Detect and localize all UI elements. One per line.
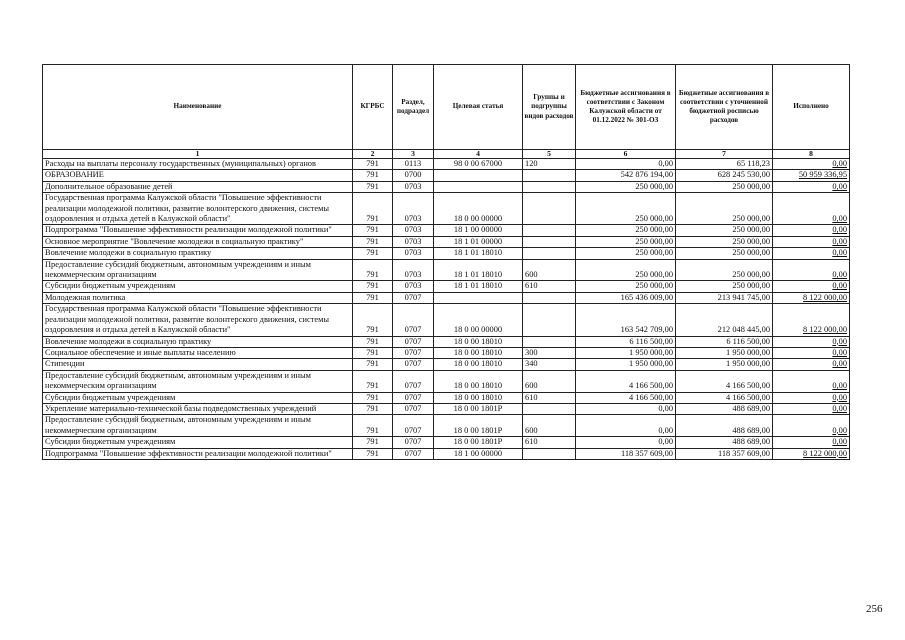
cell-group <box>523 448 576 459</box>
cell-group: 610 <box>523 437 576 448</box>
cell-kgrbs: 791 <box>353 437 393 448</box>
cell-section: 0703 <box>393 236 434 247</box>
cell-name: ОБРАЗОВАНИЕ <box>43 170 353 181</box>
column-number: 5 <box>523 150 576 159</box>
cell-kgrbs: 791 <box>353 304 393 336</box>
header-refined: Бюджетные ассигнования в соответствии с уточненной бюджетной росписью расходов <box>676 65 773 150</box>
table-row <box>43 392 850 403</box>
cell-group <box>523 292 576 303</box>
cell-law: 0,00 <box>576 159 676 170</box>
table-row <box>43 159 850 170</box>
cell-law: 4 166 500,00 <box>576 392 676 403</box>
column-number-row <box>43 150 850 159</box>
cell-refined: 250 000,00 <box>676 181 773 192</box>
column-number: 2 <box>353 150 393 159</box>
cell-group <box>523 336 576 347</box>
cell-name: Расходы на выплаты персоналу государственных (муниципальных) органов <box>43 159 353 170</box>
column-number: 1 <box>43 150 353 159</box>
table-row <box>43 292 850 303</box>
cell-executed: 0,00 <box>773 193 850 225</box>
cell-kgrbs: 791 <box>353 225 393 236</box>
cell-law: 0,00 <box>576 403 676 414</box>
column-number: 3 <box>393 150 434 159</box>
table-row <box>43 336 850 347</box>
table-row <box>43 236 850 247</box>
cell-target <box>434 292 523 303</box>
cell-group: 610 <box>523 392 576 403</box>
cell-group: 340 <box>523 359 576 370</box>
cell-law: 0,00 <box>576 415 676 437</box>
cell-kgrbs: 791 <box>353 336 393 347</box>
cell-law: 118 357 609,00 <box>576 448 676 459</box>
cell-law: 165 436 009,00 <box>576 292 676 303</box>
cell-target: 18 1 00 00000 <box>434 225 523 236</box>
cell-section: 0707 <box>393 437 434 448</box>
cell-target: 18 1 01 00000 <box>434 236 523 247</box>
cell-section: 0703 <box>393 225 434 236</box>
table-row <box>43 437 850 448</box>
cell-name: Стипендии <box>43 359 353 370</box>
cell-group: 300 <box>523 347 576 358</box>
table-row <box>43 225 850 236</box>
cell-group <box>523 181 576 192</box>
cell-target: 18 0 00 00000 <box>434 304 523 336</box>
cell-group: 610 <box>523 281 576 292</box>
cell-section: 0707 <box>393 304 434 336</box>
cell-executed: 0,00 <box>773 181 850 192</box>
table-body <box>43 159 850 460</box>
cell-kgrbs: 791 <box>353 281 393 292</box>
cell-group: 600 <box>523 415 576 437</box>
cell-executed: 8 122 000,00 <box>773 304 850 336</box>
header-section: Раздел, подраздел <box>393 65 434 150</box>
cell-target: 18 0 00 18010 <box>434 370 523 392</box>
cell-refined: 65 118,23 <box>676 159 773 170</box>
cell-name: Предоставление субсидий бюджетным, автономным учреждениям и иным некоммерческим организациям <box>43 415 353 437</box>
cell-executed: 0,00 <box>773 403 850 414</box>
cell-target: 18 0 00 18010 <box>434 336 523 347</box>
cell-target: 18 1 01 18010 <box>434 248 523 259</box>
table-row <box>43 347 850 358</box>
cell-name: Субсидии бюджетным учреждениям <box>43 437 353 448</box>
cell-refined: 4 166 500,00 <box>676 392 773 403</box>
table-row <box>43 359 850 370</box>
cell-refined: 250 000,00 <box>676 236 773 247</box>
cell-group <box>523 304 576 336</box>
cell-refined: 488 689,00 <box>676 415 773 437</box>
cell-refined: 250 000,00 <box>676 248 773 259</box>
budget-table-sheet <box>42 64 849 460</box>
cell-name: Укрепление материально-технической базы подведомственных учреждений <box>43 403 353 414</box>
column-number: 4 <box>434 150 523 159</box>
cell-law: 250 000,00 <box>576 259 676 281</box>
cell-group <box>523 170 576 181</box>
cell-target: 18 0 00 18010 <box>434 347 523 358</box>
cell-executed: 0,00 <box>773 159 850 170</box>
cell-executed: 0,00 <box>773 281 850 292</box>
cell-target: 18 1 01 18010 <box>434 281 523 292</box>
cell-name: Вовлечение молодежи в социальную практику <box>43 336 353 347</box>
cell-law: 250 000,00 <box>576 181 676 192</box>
cell-refined: 1 950 000,00 <box>676 359 773 370</box>
cell-target <box>434 170 523 181</box>
cell-kgrbs: 791 <box>353 248 393 259</box>
header-kgrbs: КГРБС <box>353 65 393 150</box>
cell-name: Субсидии бюджетным учреждениям <box>43 392 353 403</box>
cell-kgrbs: 791 <box>353 236 393 247</box>
cell-target: 98 0 00 67000 <box>434 159 523 170</box>
cell-name: Основное мероприятие "Вовлечение молодежи в социальную практику" <box>43 236 353 247</box>
cell-group <box>523 225 576 236</box>
cell-name: Молодежная политика <box>43 292 353 303</box>
cell-law: 1 950 000,00 <box>576 347 676 358</box>
cell-name: Предоставление субсидий бюджетным, автономным учреждениям и иным некоммерческим организациям <box>43 370 353 392</box>
cell-refined: 250 000,00 <box>676 193 773 225</box>
cell-section: 0703 <box>393 248 434 259</box>
cell-section: 0707 <box>393 292 434 303</box>
table-row <box>43 281 850 292</box>
cell-law: 1 950 000,00 <box>576 359 676 370</box>
table-row <box>43 403 850 414</box>
cell-name: Субсидии бюджетным учреждениям <box>43 281 353 292</box>
cell-kgrbs: 791 <box>353 359 393 370</box>
cell-kgrbs: 791 <box>353 392 393 403</box>
cell-law: 250 000,00 <box>576 225 676 236</box>
cell-name: Предоставление субсидий бюджетным, автономным учреждениям и иным некоммерческим организациям <box>43 259 353 281</box>
cell-target: 18 0 00 1801Р <box>434 403 523 414</box>
cell-name: Социальное обеспечение и иные выплаты населению <box>43 347 353 358</box>
header-row <box>43 65 850 150</box>
cell-kgrbs: 791 <box>353 448 393 459</box>
table-row <box>43 304 850 336</box>
cell-law: 163 542 709,00 <box>576 304 676 336</box>
cell-kgrbs: 791 <box>353 259 393 281</box>
cell-kgrbs: 791 <box>353 181 393 192</box>
table-row <box>43 193 850 225</box>
cell-group: 120 <box>523 159 576 170</box>
cell-refined: 250 000,00 <box>676 281 773 292</box>
cell-law: 0,00 <box>576 437 676 448</box>
cell-section: 0703 <box>393 193 434 225</box>
cell-refined: 6 116 500,00 <box>676 336 773 347</box>
cell-kgrbs: 791 <box>353 170 393 181</box>
table-row <box>43 370 850 392</box>
cell-target: 18 0 00 1801Р <box>434 415 523 437</box>
cell-executed: 50 959 336,95 <box>773 170 850 181</box>
cell-executed: 0,00 <box>773 415 850 437</box>
cell-section: 0703 <box>393 259 434 281</box>
cell-section: 0707 <box>393 336 434 347</box>
cell-law: 542 876 194,00 <box>576 170 676 181</box>
cell-executed: 8 122 000,00 <box>773 292 850 303</box>
cell-executed: 0,00 <box>773 225 850 236</box>
cell-law: 6 116 500,00 <box>576 336 676 347</box>
cell-refined: 4 166 500,00 <box>676 370 773 392</box>
cell-group: 600 <box>523 259 576 281</box>
cell-kgrbs: 791 <box>353 403 393 414</box>
cell-section: 0707 <box>393 403 434 414</box>
header-group: Группы и подгруппы видов расходов <box>523 65 576 150</box>
cell-law: 250 000,00 <box>576 193 676 225</box>
table-row <box>43 248 850 259</box>
cell-executed: 0,00 <box>773 248 850 259</box>
cell-law: 250 000,00 <box>576 236 676 247</box>
cell-refined: 212 048 445,00 <box>676 304 773 336</box>
cell-name: Дополнительное образование детей <box>43 181 353 192</box>
cell-law: 250 000,00 <box>576 248 676 259</box>
cell-executed: 0,00 <box>773 359 850 370</box>
cell-executed: 0,00 <box>773 370 850 392</box>
cell-section: 0707 <box>393 448 434 459</box>
column-number: 8 <box>773 150 850 159</box>
cell-name: Подпрограмма "Повышение эффективности реализации молодежной политики" <box>43 448 353 459</box>
cell-target: 18 0 00 00000 <box>434 193 523 225</box>
column-number: 7 <box>676 150 773 159</box>
header-target: Целевая статья <box>434 65 523 150</box>
cell-kgrbs: 791 <box>353 292 393 303</box>
cell-target: 18 0 00 18010 <box>434 392 523 403</box>
cell-name: Вовлечение молодежи в социальную практику <box>43 248 353 259</box>
cell-refined: 213 941 745,00 <box>676 292 773 303</box>
header-name: Наименование <box>43 65 353 150</box>
page-number: 256 <box>866 603 883 615</box>
cell-law: 4 166 500,00 <box>576 370 676 392</box>
cell-refined: 488 689,00 <box>676 403 773 414</box>
header-law: Бюджетные ассигнования в соответствии с Законом Калужской области от 01.12.2022 № 301-ОЗ <box>576 65 676 150</box>
cell-kgrbs: 791 <box>353 415 393 437</box>
cell-executed: 0,00 <box>773 392 850 403</box>
cell-section: 0707 <box>393 370 434 392</box>
cell-section: 0703 <box>393 281 434 292</box>
cell-group <box>523 193 576 225</box>
cell-name: Государственная программа Калужской области "Повышение эффективности реализации молодежной политики, развитие волонтерского движения, системы оздоровления и отдыха детей в Калужской области" <box>43 304 353 336</box>
cell-refined: 118 357 609,00 <box>676 448 773 459</box>
table-row <box>43 415 850 437</box>
cell-executed: 0,00 <box>773 259 850 281</box>
cell-section: 0707 <box>393 347 434 358</box>
cell-refined: 628 245 530,00 <box>676 170 773 181</box>
cell-kgrbs: 791 <box>353 159 393 170</box>
cell-group <box>523 236 576 247</box>
cell-kgrbs: 791 <box>353 370 393 392</box>
cell-group: 600 <box>523 370 576 392</box>
cell-kgrbs: 791 <box>353 193 393 225</box>
cell-executed: 0,00 <box>773 336 850 347</box>
cell-section: 0707 <box>393 359 434 370</box>
cell-group <box>523 403 576 414</box>
cell-refined: 1 950 000,00 <box>676 347 773 358</box>
cell-name: Государственная программа Калужской области "Повышение эффективности реализации молодежной политики, развитие волонтерского движения, системы оздоровления и отдыха детей в Калужской области" <box>43 193 353 225</box>
budget-table <box>42 64 850 460</box>
cell-target: 18 1 01 18010 <box>434 259 523 281</box>
column-number: 6 <box>576 150 676 159</box>
table-row <box>43 181 850 192</box>
cell-target: 18 1 00 00000 <box>434 448 523 459</box>
cell-target <box>434 181 523 192</box>
cell-refined: 250 000,00 <box>676 225 773 236</box>
cell-refined: 488 689,00 <box>676 437 773 448</box>
cell-kgrbs: 791 <box>353 347 393 358</box>
table-row <box>43 170 850 181</box>
cell-law: 250 000,00 <box>576 281 676 292</box>
cell-section: 0700 <box>393 170 434 181</box>
cell-executed: 0,00 <box>773 347 850 358</box>
cell-target: 18 0 00 1801Р <box>434 437 523 448</box>
cell-group <box>523 248 576 259</box>
cell-executed: 0,00 <box>773 437 850 448</box>
header-executed: Исполнено <box>773 65 850 150</box>
cell-executed: 8 122 000,00 <box>773 448 850 459</box>
cell-refined: 250 000,00 <box>676 259 773 281</box>
cell-section: 0707 <box>393 392 434 403</box>
cell-section: 0703 <box>393 181 434 192</box>
table-row <box>43 448 850 459</box>
cell-section: 0113 <box>393 159 434 170</box>
cell-name: Подпрограмма "Повышение эффективности реализации молодежной политики" <box>43 225 353 236</box>
cell-section: 0707 <box>393 415 434 437</box>
table-row <box>43 259 850 281</box>
cell-executed: 0,00 <box>773 236 850 247</box>
cell-target: 18 0 00 18010 <box>434 359 523 370</box>
